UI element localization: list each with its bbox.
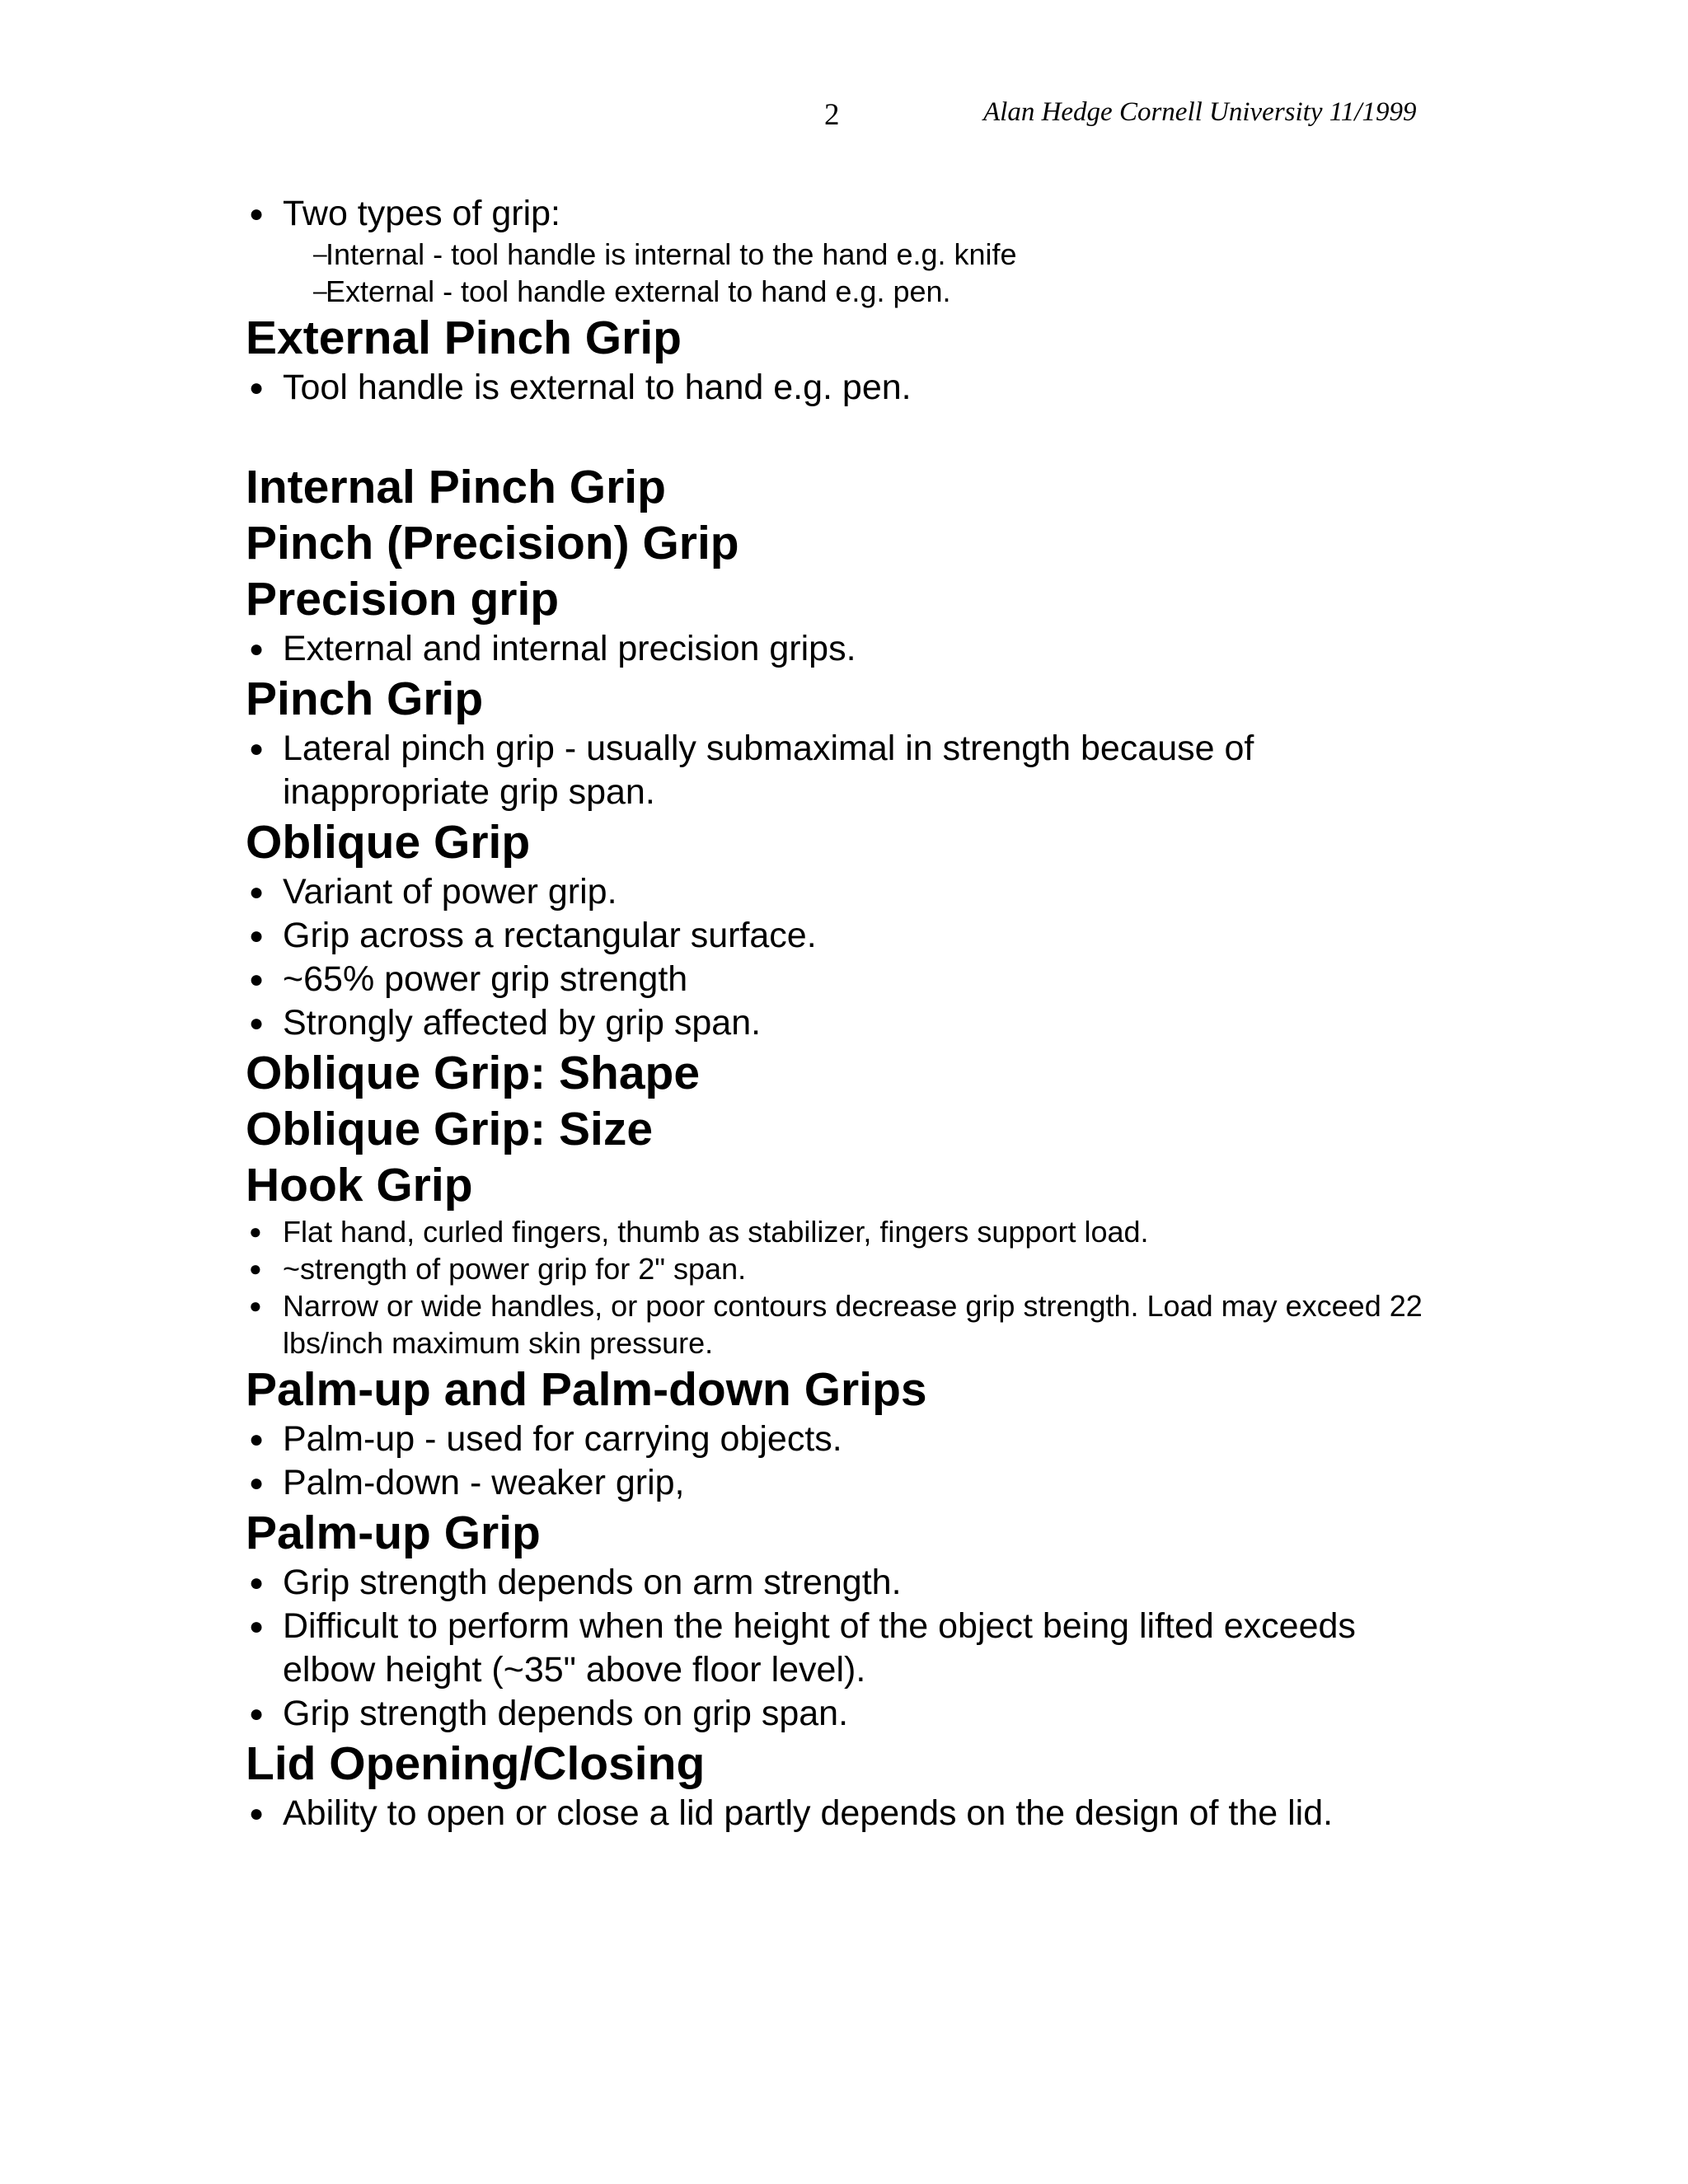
bullet-item: [246, 192, 1424, 236]
bullet-item: [246, 1001, 1424, 1045]
bullet-item: [246, 1418, 1424, 1461]
bullet-item: [246, 1461, 1424, 1505]
sub-item: [246, 273, 1424, 310]
heading-precision-grip: Precision grip: [246, 573, 560, 626]
sub-item: [246, 236, 1424, 273]
bullet-icon: ●: [249, 200, 265, 227]
bullet-text: Palm-up - used for carrying objects.: [283, 1419, 842, 1459]
heading-palm-up-grip: Palm-up Grip: [246, 1507, 541, 1559]
bullet-text: External and internal precision grips.: [283, 629, 856, 668]
bullet-text: Variant of power grip.: [283, 872, 617, 912]
bullet-item: [246, 914, 1424, 958]
bullet-item: [246, 1250, 1424, 1287]
bullet-icon: ●: [249, 1219, 262, 1244]
bullet-icon: ●: [249, 1256, 262, 1281]
heading-oblique-grip-shape: Oblique Grip: Shape: [246, 1047, 701, 1099]
spacer: [246, 410, 1424, 459]
bullet-item: [246, 1287, 1424, 1361]
bullet-text: ~strength of power grip for 2" span.: [283, 1252, 747, 1286]
bullet-item: [246, 366, 1424, 410]
heading-oblique-grip-size: Oblique Grip: Size: [246, 1103, 654, 1155]
dash-icon: –: [313, 278, 327, 305]
bullet-icon: ●: [249, 1010, 265, 1037]
heading-pinch-grip: Pinch Grip: [246, 673, 484, 725]
bullet-item: [246, 727, 1424, 814]
bullet-text: Narrow or wide handles, or poor contours decrease grip strength. Load may exceed 22 lbs/inch maximum skin pressure.: [283, 1289, 1423, 1360]
bullet-icon: ●: [249, 635, 265, 663]
header-credit: Alan Hedge Cornell University 11/1999: [983, 97, 1417, 127]
heading-pinch-precision-grip: Pinch (Precision) Grip: [246, 517, 739, 569]
bullet-icon: ●: [249, 1426, 265, 1453]
bullet-text: Two types of grip:: [283, 194, 560, 233]
heading-palm-up-and-palm-down-grips: Palm-up and Palm-down Grips: [246, 1363, 927, 1416]
bullet-item: [246, 870, 1424, 914]
heading-internal-pinch-grip: Internal Pinch Grip: [246, 461, 666, 513]
bullet-text: Lateral pinch grip - usually submaximal in strength because of inappropriate grip span.: [283, 729, 1254, 812]
bullet-text: Grip strength depends on grip span.: [283, 1694, 849, 1733]
bullet-icon: ●: [249, 1613, 265, 1640]
bullet-text: Flat hand, curled fingers, thumb as stabilizer, fingers support load.: [283, 1215, 1149, 1249]
bullet-icon: ●: [249, 922, 265, 949]
bullet-text: Grip strength depends on arm strength.: [283, 1563, 902, 1602]
bullet-icon: ●: [249, 735, 265, 762]
heading-hook-grip: Hook Grip: [246, 1159, 473, 1212]
bullet-icon: ●: [249, 1293, 262, 1318]
bullet-item: [246, 1692, 1424, 1736]
bullet-icon: ●: [249, 879, 265, 906]
bullet-icon: ●: [249, 1800, 265, 1827]
bullet-icon: ●: [249, 374, 265, 401]
heading-oblique-grip: Oblique Grip: [246, 816, 531, 869]
bullet-item: [246, 958, 1424, 1001]
bullet-text: ~65% power grip strength: [283, 959, 688, 999]
bullet-text: Strongly affected by grip span.: [283, 1003, 762, 1043]
page-number: 2: [824, 98, 840, 132]
bullet-text: Difficult to perform when the height of the object being lifted exceeds elbow height (~35" above floor level).: [283, 1606, 1356, 1690]
bullet-text: Ability to open or close a lid partly depends on the design of the lid.: [283, 1793, 1334, 1833]
bullet-item: [246, 1605, 1424, 1692]
bullet-text: Palm-down - weaker grip,: [283, 1463, 685, 1502]
bullet-text: Tool handle is external to hand e.g. pen.: [283, 368, 912, 407]
bullet-item: [246, 1213, 1424, 1250]
bullet-icon: ●: [249, 1569, 265, 1596]
dash-icon: –: [313, 241, 327, 268]
sub-item-text: External - tool handle external to hand e.g. pen.: [326, 274, 951, 308]
bullet-icon: ●: [249, 966, 265, 993]
heading-external-pinch-grip: External Pinch Grip: [246, 312, 682, 364]
bullet-icon: ●: [249, 1700, 265, 1727]
bullet-item: [246, 1561, 1424, 1605]
bullet-icon: ●: [249, 1469, 265, 1497]
bullet-item: [246, 627, 1424, 671]
bullet-text: Grip across a rectangular surface.: [283, 916, 817, 955]
document-body: [246, 192, 1424, 1835]
bullet-item: [246, 1792, 1424, 1835]
sub-item-text: Internal - tool handle is internal to the hand e.g. knife: [326, 237, 1017, 271]
page-header: [0, 97, 1688, 138]
heading-lid-opening-closing: Lid Opening/Closing: [246, 1737, 706, 1790]
